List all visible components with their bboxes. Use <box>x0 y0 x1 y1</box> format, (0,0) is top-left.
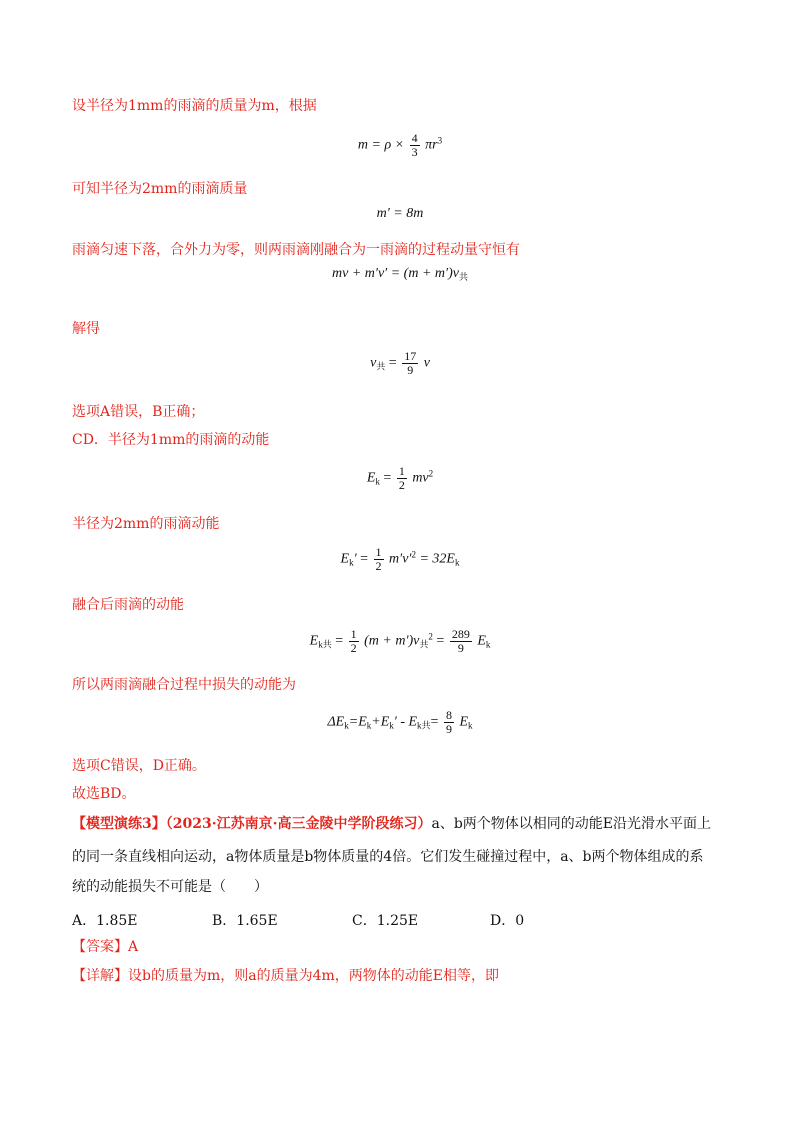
text-line-1: 设半径为1mm的雨滴的质量为m，根据 <box>72 98 317 114</box>
answer-value: A <box>128 939 139 955</box>
answer-line <box>72 938 138 956</box>
choice-d: D．0 <box>490 913 525 929</box>
text-line-8: 融合后雨滴的动能 <box>72 597 184 613</box>
detail-text: 设b的质量为m，则a的质量为4m，两物体的动能E相等，即 <box>128 968 499 984</box>
text-line-5: 选项A错误，B正确； <box>72 404 205 420</box>
text-line-11: 故选BD。 <box>72 786 136 802</box>
equation-mass-2: m′ = 8m <box>376 206 424 221</box>
problem-line-3: 统的动能损失不可能是（ ） <box>72 879 268 895</box>
detail-line <box>72 967 499 985</box>
problem-line-2: 的同一条直线相向运动，a物体质量是b物体质量的4倍。它们发生碰撞过程中，a、b两个物体组成的系 <box>72 849 704 865</box>
choice-b: B．1.65E <box>212 913 278 929</box>
problem-tag: 【模型演练3】 <box>72 816 166 832</box>
equation-energy-loss: $\Delta E_k=E_k+E_k' - E_{k共}=$ $\frac{8}{9}$ $E_k$ <box>327 708 473 736</box>
text-line-10: 选项C错误，D正确。 <box>72 758 206 774</box>
text-line-9: 所以两雨滴融合过程中损失的动能为 <box>72 677 296 693</box>
choice-c: C．1.25E <box>352 913 419 929</box>
equation-velocity: $v_共$ = $\frac{17}{9}$ v <box>370 349 430 377</box>
equation-kinetic-2: $E_k'$ = $\frac{1}{2}$ $m'v'^2 = 32E_k$ <box>340 545 460 573</box>
text-line-3: 雨滴匀速下落，合外力为零，则两雨滴刚融合为一雨滴的过程动量守恒有 <box>72 242 520 258</box>
problem-line-1 <box>72 815 711 833</box>
equation-momentum: mv + $m'v' = (m + m')v_共$ <box>332 266 468 282</box>
text-line-2: 可知半径为2mm的雨滴质量 <box>72 181 248 197</box>
problem-text-1: a、b两个物体以相同的动能E沿光滑水平面上 <box>431 816 711 832</box>
text-line-4: 解得 <box>72 321 100 337</box>
equation-kinetic-1: $E_k$ = $\frac{1}{2}$ $mv^2$ <box>366 464 434 492</box>
detail-tag: 【详解】 <box>72 968 128 984</box>
choice-a: A．1.85E <box>72 913 138 929</box>
text-line-7: 半径为2mm的雨滴动能 <box>72 516 220 532</box>
problem-source: （2023·江苏南京·高三金陵中学阶段练习） <box>165 816 432 832</box>
equation-kinetic-merged: $E_{k共}$ = $\frac{1}{2}$ $(m + m')v_共^2$ = $\frac{289}{9}$ $E_k$ <box>309 627 491 655</box>
equation-mass: m = ρ × $\frac{4}{3}$ $\pi r^3$ <box>357 131 443 159</box>
answer-tag: 【答案】 <box>72 939 128 955</box>
text-line-6: CD．半径为1mm的雨滴的动能 <box>72 432 270 448</box>
